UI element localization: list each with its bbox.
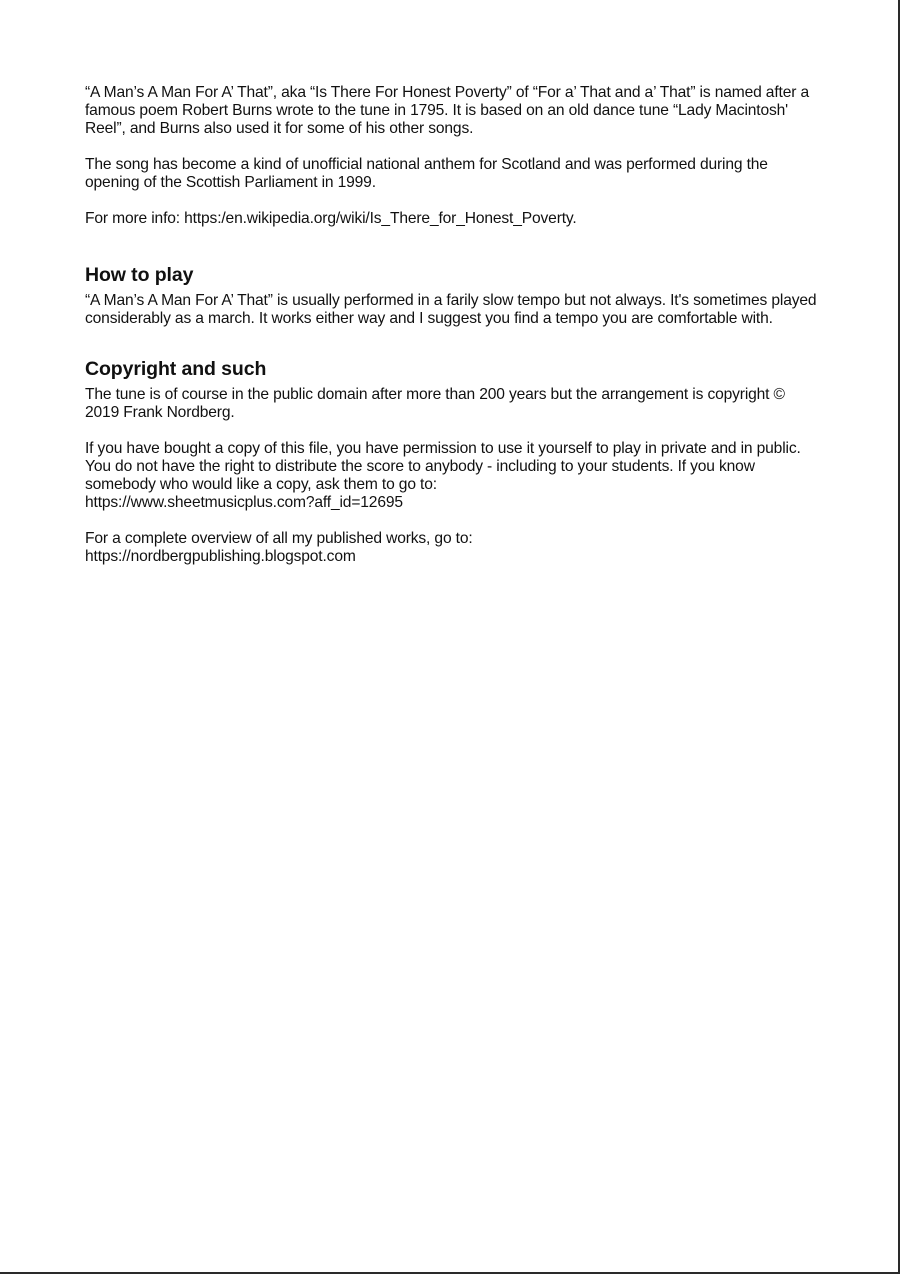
copyright-heading: Copyright and such [85, 358, 267, 380]
intro-paragraph-anthem: The song has become a kind of unofficial national anthem for Scotland and was performed during the opening of the Scottish Parliament in 1999. [85, 156, 768, 191]
blog-link[interactable]: https://nordbergpublishing.blogspot.com [85, 548, 356, 565]
how-to-play-paragraph: “A Man’s A Man For A’ That” is usually performed in a farily slow tempo but not always. It's sometimes played considerably as a march. It works either way and I suggest you find a tempo you are comfortable with. [85, 292, 817, 327]
intro-paragraph-more-info: For more info: https:/en.wikipedia.org/wiki/Is_There_for_Honest_Poverty. [85, 210, 577, 227]
copyright-paragraph-public-domain: The tune is of course in the public domain after more than 200 years but the arrangement is copyright © 2019 Frank Nordberg. [85, 386, 785, 421]
sheetmusicplus-link[interactable]: https://www.sheetmusicplus.com?aff_id=12695 [85, 494, 403, 511]
intro-paragraph-origin: “A Man’s A Man For A’ That”, aka “Is There For Honest Poverty” of “For a’ That and a’ That” is named after a famous poem Robert Burns wrote to the tune in 1795. It is based on an old dance tune “Lady Macintosh' Reel”, and Burns also used it for some of his other songs. [85, 84, 809, 137]
copyright-paragraph-permission: If you have bought a copy of this file, you have permission to use it yourself to play in private and in public. You do not have the right to distribute the score to anybody - including to your students. If you know somebody who would like a copy, ask them to go to: [85, 440, 801, 493]
how-to-play-heading: How to play [85, 264, 194, 286]
copyright-paragraph-overview: For a complete overview of all my published works, go to: [85, 530, 473, 547]
document-body [85, 84, 820, 566]
